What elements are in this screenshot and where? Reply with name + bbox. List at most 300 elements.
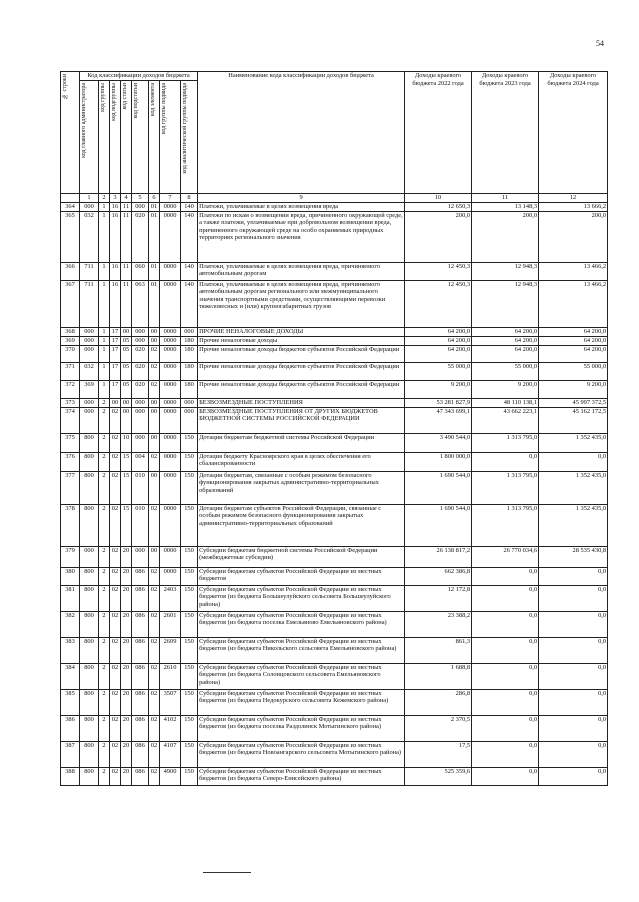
code-cell: 2 bbox=[99, 715, 110, 741]
name-cell: Дотации бюджетам, связанные с особым режимом безопасного функционирования закрытых административно-территориальных образований bbox=[198, 471, 405, 504]
code-cell: 150 bbox=[181, 715, 198, 741]
amount-2022-cell: 47 343 699,1 bbox=[405, 407, 472, 433]
table-row bbox=[61, 398, 608, 407]
code-cell: 010 bbox=[132, 504, 149, 546]
code-cell: 2 bbox=[99, 663, 110, 689]
code-cell: 20 bbox=[121, 637, 132, 663]
code-cell: 1 bbox=[99, 345, 110, 362]
name-cell: Субсидии бюджетам субъектов Российской Федерации из местных бюджетов (из бюджета Большеулуйского сельсовета Большеулуйского района) bbox=[198, 585, 405, 611]
code-cell: 01 bbox=[149, 202, 160, 211]
amount-2022-cell: 1 688,8 bbox=[405, 663, 472, 689]
code-cell: 1 bbox=[99, 280, 110, 327]
code-cell: 150 bbox=[181, 663, 198, 689]
amount-2022-cell: 286,8 bbox=[405, 689, 472, 715]
amount-2022-cell: 55 000,0 bbox=[405, 362, 472, 380]
code-cell: 17 bbox=[110, 345, 121, 362]
column-number bbox=[61, 194, 80, 203]
code-cell: 150 bbox=[181, 504, 198, 546]
code-cell: 2 bbox=[99, 567, 110, 585]
code-cell: 0000 bbox=[160, 211, 181, 262]
code-cell: 02 bbox=[149, 504, 160, 546]
code-cell: 02 bbox=[149, 637, 160, 663]
code-cell: 00 bbox=[149, 471, 160, 504]
amount-2023-cell: 0,0 bbox=[472, 611, 539, 637]
amount-2024-cell: 55 000,0 bbox=[539, 362, 608, 380]
code-cell: 02 bbox=[149, 567, 160, 585]
code-cell: 000 bbox=[132, 433, 149, 452]
amount-2023-cell: 13 148,3 bbox=[472, 202, 539, 211]
amount-2022-cell: 12 650,3 bbox=[405, 202, 472, 211]
code-cell: 180 bbox=[181, 336, 198, 345]
code-cell: 000 bbox=[181, 398, 198, 407]
table-row bbox=[61, 202, 608, 211]
name-cell: ПРОЧИЕ НЕНАЛОГОВЫЕ ДОХОДЫ bbox=[198, 327, 405, 336]
amount-2022-cell: 23 388,2 bbox=[405, 611, 472, 637]
row-number-cell: 377 bbox=[61, 471, 80, 504]
code-cell: 11 bbox=[121, 202, 132, 211]
amount-2024-cell: 0,0 bbox=[539, 715, 608, 741]
amount-2023-cell: 0,0 bbox=[472, 663, 539, 689]
code-cell: 000 bbox=[132, 546, 149, 567]
amount-2022-cell: 2 370,5 bbox=[405, 715, 472, 741]
code-cell: 20 bbox=[121, 585, 132, 611]
code-cell: 11 bbox=[121, 262, 132, 280]
code-cell: 17 bbox=[110, 380, 121, 398]
code-cell: 3507 bbox=[160, 689, 181, 715]
code-cell: 0000 bbox=[160, 202, 181, 211]
amount-2023-cell: 64 200,0 bbox=[472, 345, 539, 362]
code-cell: 150 bbox=[181, 741, 198, 767]
row-number-cell: 376 bbox=[61, 452, 80, 471]
code-cell: 086 bbox=[132, 767, 149, 785]
code-cell: 2601 bbox=[160, 611, 181, 637]
code-cell: 0000 bbox=[160, 380, 181, 398]
amount-2023-cell: 1 313 795,0 bbox=[472, 433, 539, 452]
row-number-cell: 373 bbox=[61, 398, 80, 407]
code-cell: 02 bbox=[149, 611, 160, 637]
code-cell: 1 bbox=[99, 336, 110, 345]
code-cell: 20 bbox=[121, 567, 132, 585]
code-cell: 180 bbox=[181, 345, 198, 362]
code-cell: 0000 bbox=[160, 362, 181, 380]
code-cell: 11 bbox=[121, 280, 132, 327]
column-number: 5 bbox=[132, 194, 149, 203]
row-number-cell: 383 bbox=[61, 637, 80, 663]
amount-2023-cell: 0,0 bbox=[472, 689, 539, 715]
code-cell: 1 bbox=[99, 362, 110, 380]
column-number: 4 bbox=[121, 194, 132, 203]
name-cell: Дотации бюджетам субъектов Российской Федерации, связанные с особым режимом безопасного функционирования закрытых административно-территориальных образований bbox=[198, 504, 405, 546]
amount-2022-cell: 12 172,8 bbox=[405, 585, 472, 611]
name-cell: БЕЗВОЗМЕЗДНЫЕ ПОСТУПЛЕНИЯ bbox=[198, 398, 405, 407]
table-row bbox=[61, 345, 608, 362]
row-number-cell: 371 bbox=[61, 362, 80, 380]
table-row bbox=[61, 715, 608, 741]
row-number-cell: 388 bbox=[61, 767, 80, 785]
code-cell: 02 bbox=[110, 663, 121, 689]
code-cell: 800 bbox=[80, 567, 99, 585]
code-cell: 16 bbox=[110, 202, 121, 211]
row-number-cell: 382 bbox=[61, 611, 80, 637]
code-cell: 2 bbox=[99, 767, 110, 785]
code-cell: 02 bbox=[110, 407, 121, 433]
code-cell: 0000 bbox=[160, 407, 181, 433]
code-cell: 0000 bbox=[160, 398, 181, 407]
name-cell: Субсидии бюджетам субъектов Российской Федерации из местных бюджетов (из бюджета поселка Раздолинск Мотыгинского района) bbox=[198, 715, 405, 741]
row-number-cell: 369 bbox=[61, 336, 80, 345]
table-row bbox=[61, 585, 608, 611]
amount-2022-cell: 525 359,6 bbox=[405, 767, 472, 785]
amount-2022-cell: 12 450,3 bbox=[405, 280, 472, 327]
code-cell: 800 bbox=[80, 433, 99, 452]
code-cell: 150 bbox=[181, 767, 198, 785]
code-cell: 02 bbox=[110, 433, 121, 452]
table-row bbox=[61, 452, 608, 471]
name-cell: Субсидии бюджетам субъектов Российской Федерации из местных бюджетов bbox=[198, 567, 405, 585]
column-number: 6 bbox=[149, 194, 160, 203]
code-cell: 20 bbox=[121, 611, 132, 637]
code-column-header: код группы bbox=[99, 81, 110, 194]
code-cell: 800 bbox=[80, 471, 99, 504]
code-cell: 20 bbox=[121, 715, 132, 741]
amount-2023-cell: 200,0 bbox=[472, 211, 539, 262]
amount-2022-cell: 1 690 544,0 bbox=[405, 471, 472, 504]
row-number-cell: 374 bbox=[61, 407, 80, 433]
column-number: 3 bbox=[110, 194, 121, 203]
table-row bbox=[61, 663, 608, 689]
table-row bbox=[61, 433, 608, 452]
code-cell: 2 bbox=[99, 407, 110, 433]
amount-2024-cell: 0,0 bbox=[539, 452, 608, 471]
name-cell: БЕЗВОЗМЕЗДНЫЕ ПОСТУПЛЕНИЯ ОТ ДРУГИХ БЮДЖЕТОВ БЮДЖЕТНОЙ СИСТЕМЫ РОССИЙСКОЙ ФЕДЕРАЦИИ bbox=[198, 407, 405, 433]
code-cell: 0000 bbox=[160, 262, 181, 280]
code-cell: 00 bbox=[149, 398, 160, 407]
code-cell: 086 bbox=[132, 585, 149, 611]
code-cell: 020 bbox=[132, 345, 149, 362]
code-cell: 17 bbox=[110, 362, 121, 380]
code-cell: 000 bbox=[132, 407, 149, 433]
amount-2023-cell: 0,0 bbox=[472, 715, 539, 741]
code-cell: 150 bbox=[181, 471, 198, 504]
amount-2022-cell: 17,5 bbox=[405, 741, 472, 767]
code-cell: 2403 bbox=[160, 585, 181, 611]
code-cell: 00 bbox=[149, 546, 160, 567]
code-cell: 086 bbox=[132, 689, 149, 715]
amount-2022-cell: 1 690 544,0 bbox=[405, 504, 472, 546]
amount-2024-header: Доходы краевого бюджета 2024 года bbox=[539, 72, 608, 194]
name-cell: Субсидии бюджетам субъектов Российской Федерации из местных бюджетов (из бюджета поселка Емельяново Емельяновского района) bbox=[198, 611, 405, 637]
code-cell: 150 bbox=[181, 546, 198, 567]
code-cell: 02 bbox=[149, 585, 160, 611]
code-cell: 20 bbox=[121, 663, 132, 689]
name-cell: Субсидии бюджетам субъектов Российской Федерации из местных бюджетов (из бюджета Новоангарского сельсовета Мотыгинского района) bbox=[198, 741, 405, 767]
code-cell: 16 bbox=[110, 280, 121, 327]
code-cell: 15 bbox=[121, 504, 132, 546]
code-cell: 000 bbox=[132, 327, 149, 336]
code-cell: 000 bbox=[132, 202, 149, 211]
amount-2024-cell: 1 352 435,0 bbox=[539, 504, 608, 546]
name-cell: Платежи, уплачиваемые в целях возмещения вреда, причиняемого автомобильным дорогам bbox=[198, 262, 405, 280]
row-number-cell: 381 bbox=[61, 585, 80, 611]
amount-2024-cell: 13 666,2 bbox=[539, 202, 608, 211]
amount-2024-cell: 1 352 435,0 bbox=[539, 471, 608, 504]
row-number-cell: 378 bbox=[61, 504, 80, 546]
code-column-header: код подстатьи bbox=[132, 81, 149, 194]
code-cell: 369 bbox=[80, 380, 99, 398]
code-cell: 1 bbox=[99, 262, 110, 280]
row-number-cell: 385 bbox=[61, 689, 80, 715]
code-cell: 4107 bbox=[160, 741, 181, 767]
code-cell: 086 bbox=[132, 663, 149, 689]
code-cell: 0000 bbox=[160, 433, 181, 452]
code-cell: 000 bbox=[80, 345, 99, 362]
amount-2023-header: Доходы краевого бюджета 2023 года bbox=[472, 72, 539, 194]
table-row bbox=[61, 767, 608, 785]
code-cell: 02 bbox=[149, 689, 160, 715]
amount-2023-cell: 0,0 bbox=[472, 452, 539, 471]
code-cell: 02 bbox=[149, 380, 160, 398]
code-cell: 2 bbox=[99, 452, 110, 471]
code-cell: 11 bbox=[121, 211, 132, 262]
amount-2023-cell: 0,0 bbox=[472, 767, 539, 785]
amount-2024-cell: 0,0 bbox=[539, 663, 608, 689]
code-cell: 800 bbox=[80, 611, 99, 637]
name-cell: Платежи по искам о возмещении вреда, причиненного окружающей среде, а также платежи, уплачиваемые при добровольном возмещении вреда, причиненного окружающей среде на особо охраняемых природных территориях регионального значения bbox=[198, 211, 405, 262]
amount-2022-cell: 861,3 bbox=[405, 637, 472, 663]
amount-2022-cell: 662 386,8 bbox=[405, 567, 472, 585]
code-cell: 086 bbox=[132, 567, 149, 585]
code-cell: 032 bbox=[80, 362, 99, 380]
amount-2024-cell: 64 200,0 bbox=[539, 327, 608, 336]
amount-2023-cell: 1 313 795,0 bbox=[472, 471, 539, 504]
code-cell: 02 bbox=[110, 546, 121, 567]
code-cell: 2 bbox=[99, 741, 110, 767]
code-cell: 086 bbox=[132, 715, 149, 741]
amount-2024-cell: 64 200,0 bbox=[539, 345, 608, 362]
code-cell: 02 bbox=[110, 715, 121, 741]
code-cell: 0000 bbox=[160, 567, 181, 585]
code-column-header: код аналитической группы подвида bbox=[181, 81, 198, 194]
code-cell: 1 bbox=[99, 211, 110, 262]
code-cell: 150 bbox=[181, 637, 198, 663]
code-cell: 02 bbox=[110, 689, 121, 715]
amount-2023-cell: 0,0 bbox=[472, 741, 539, 767]
code-cell: 00 bbox=[149, 336, 160, 345]
amount-2024-cell: 45 162 172,5 bbox=[539, 407, 608, 433]
amount-2024-cell: 200,0 bbox=[539, 211, 608, 262]
amount-2024-cell: 0,0 bbox=[539, 585, 608, 611]
code-cell: 02 bbox=[110, 471, 121, 504]
name-cell: Прочие неналоговые доходы бюджетов субъектов Российской Федерации bbox=[198, 345, 405, 362]
code-cell: 000 bbox=[80, 546, 99, 567]
code-cell: 0000 bbox=[160, 504, 181, 546]
code-cell: 180 bbox=[181, 380, 198, 398]
code-cell: 150 bbox=[181, 567, 198, 585]
table-body bbox=[61, 202, 608, 785]
amount-2024-cell: 0,0 bbox=[539, 611, 608, 637]
column-number: 7 bbox=[160, 194, 181, 203]
amount-2024-cell: 13 466,2 bbox=[539, 280, 608, 327]
code-cell: 020 bbox=[132, 211, 149, 262]
code-cell: 000 bbox=[132, 398, 149, 407]
code-cell: 1 bbox=[99, 202, 110, 211]
code-cell: 02 bbox=[149, 345, 160, 362]
code-cell: 4102 bbox=[160, 715, 181, 741]
code-cell: 2 bbox=[99, 637, 110, 663]
name-cell: Дотация бюджету Красноярского края в целях обеспечения его сбалансированности bbox=[198, 452, 405, 471]
code-cell: 140 bbox=[181, 202, 198, 211]
table-row bbox=[61, 262, 608, 280]
code-cell: 02 bbox=[110, 741, 121, 767]
code-cell: 000 bbox=[132, 336, 149, 345]
row-number-cell: 366 bbox=[61, 262, 80, 280]
table-row bbox=[61, 637, 608, 663]
row-number-cell: 372 bbox=[61, 380, 80, 398]
code-cell: 150 bbox=[181, 433, 198, 452]
amount-2023-cell: 12 948,3 bbox=[472, 262, 539, 280]
code-cell: 20 bbox=[121, 546, 132, 567]
name-cell: Субсидии бюджетам субъектов Российской Федерации из местных бюджетов (из бюджета Никольского сельсовета Емельяновского района) bbox=[198, 637, 405, 663]
code-cell: 711 bbox=[80, 262, 99, 280]
code-cell: 4900 bbox=[160, 767, 181, 785]
amount-2023-cell: 0,0 bbox=[472, 585, 539, 611]
name-cell: Прочие неналоговые доходы bbox=[198, 336, 405, 345]
table-row bbox=[61, 380, 608, 398]
code-cell: 063 bbox=[132, 280, 149, 327]
code-cell: 800 bbox=[80, 504, 99, 546]
name-cell: Субсидии бюджетам субъектов Российской Федерации из местных бюджетов (из бюджета Недокурского сельсовета Кежемского района) bbox=[198, 689, 405, 715]
code-cell: 02 bbox=[149, 715, 160, 741]
row-number-cell: 370 bbox=[61, 345, 80, 362]
column-number: 12 bbox=[539, 194, 608, 203]
amount-2023-cell: 64 200,0 bbox=[472, 327, 539, 336]
name-cell: Платежи, уплачиваемые в целях возмещения вреда bbox=[198, 202, 405, 211]
amount-2024-cell: 0,0 bbox=[539, 567, 608, 585]
code-cell: 05 bbox=[121, 362, 132, 380]
column-number: 1 bbox=[80, 194, 99, 203]
code-cell: 800 bbox=[80, 637, 99, 663]
code-cell: 02 bbox=[149, 767, 160, 785]
code-cell: 2610 bbox=[160, 663, 181, 689]
code-cell: 05 bbox=[121, 345, 132, 362]
code-cell: 17 bbox=[110, 327, 121, 336]
code-cell: 000 bbox=[80, 202, 99, 211]
code-cell: 0000 bbox=[160, 471, 181, 504]
amount-2022-cell: 3 490 544,0 bbox=[405, 433, 472, 452]
name-cell: Субсидии бюджетам субъектов Российской Федерации из местных бюджетов (из бюджета Солонцовского сельсовета Емельяновского района) bbox=[198, 663, 405, 689]
code-cell: 000 bbox=[181, 327, 198, 336]
code-cell: 02 bbox=[149, 452, 160, 471]
row-number-cell: 384 bbox=[61, 663, 80, 689]
amount-2024-cell: 64 200,0 bbox=[539, 336, 608, 345]
code-cell: 000 bbox=[80, 407, 99, 433]
name-cell: Прочие неналоговые доходы бюджетов субъектов Российской Федерации bbox=[198, 362, 405, 380]
code-cell: 00 bbox=[121, 407, 132, 433]
amount-2022-header: Доходы краевого бюджета 2022 года bbox=[405, 72, 472, 194]
code-cell: 00 bbox=[121, 398, 132, 407]
code-cell: 00 bbox=[149, 407, 160, 433]
code-cell: 00 bbox=[149, 327, 160, 336]
code-cell: 140 bbox=[181, 262, 198, 280]
code-cell: 150 bbox=[181, 585, 198, 611]
code-cell: 086 bbox=[132, 741, 149, 767]
code-cell: 800 bbox=[80, 741, 99, 767]
amount-2023-cell: 0,0 bbox=[472, 637, 539, 663]
row-number-cell: 365 bbox=[61, 211, 80, 262]
code-cell: 140 bbox=[181, 280, 198, 327]
table-row bbox=[61, 327, 608, 336]
code-cell: 020 bbox=[132, 362, 149, 380]
revenue-classification-table bbox=[60, 71, 608, 786]
row-number-cell: 386 bbox=[61, 715, 80, 741]
code-column-header: код главного администратора bbox=[80, 81, 99, 194]
table-row bbox=[61, 407, 608, 433]
amount-2023-cell: 12 948,3 bbox=[472, 280, 539, 327]
row-number-cell: 364 bbox=[61, 202, 80, 211]
row-number-cell: 375 bbox=[61, 433, 80, 452]
code-cell: 800 bbox=[80, 663, 99, 689]
code-cell: 020 bbox=[132, 380, 149, 398]
row-number-cell: 367 bbox=[61, 280, 80, 327]
code-cell: 17 bbox=[110, 336, 121, 345]
code-cell: 086 bbox=[132, 611, 149, 637]
name-cell: Платежи, уплачиваемые в целях возмещения вреда, причиняемого автомобильным дорогам регионального или межмуниципального значения транспортными средствами, осуществляющими перевозки тяжеловесных и (или) крупногабаритных грузов bbox=[198, 280, 405, 327]
code-cell: 000 bbox=[80, 336, 99, 345]
footer-divider bbox=[203, 872, 251, 873]
amount-2023-cell: 55 000,0 bbox=[472, 362, 539, 380]
code-cell: 02 bbox=[149, 663, 160, 689]
code-cell: 02 bbox=[110, 452, 121, 471]
code-cell: 2 bbox=[99, 689, 110, 715]
code-cell: 2 bbox=[99, 398, 110, 407]
code-cell: 2 bbox=[99, 585, 110, 611]
code-cell: 1 bbox=[99, 327, 110, 336]
code-cell: 0000 bbox=[160, 280, 181, 327]
amount-2022-cell: 53 281 827,9 bbox=[405, 398, 472, 407]
code-cell: 004 bbox=[132, 452, 149, 471]
amount-2024-cell: 0,0 bbox=[539, 741, 608, 767]
code-cell: 150 bbox=[181, 611, 198, 637]
code-cell: 000 bbox=[80, 327, 99, 336]
code-cell: 02 bbox=[110, 567, 121, 585]
code-cell: 10 bbox=[121, 433, 132, 452]
code-cell: 1 bbox=[99, 380, 110, 398]
code-cell: 01 bbox=[149, 211, 160, 262]
column-number: 11 bbox=[472, 194, 539, 203]
amount-2024-cell: 45 997 372,5 bbox=[539, 398, 608, 407]
column-number: 8 bbox=[181, 194, 198, 203]
code-cell: 00 bbox=[121, 327, 132, 336]
code-cell: 05 bbox=[121, 336, 132, 345]
amount-2022-cell: 64 200,0 bbox=[405, 327, 472, 336]
name-cell: Субсидии бюджетам бюджетной системы Российской Федерации (межбюджетные субсидии) bbox=[198, 546, 405, 567]
code-cell: 032 bbox=[80, 211, 99, 262]
code-cell: 02 bbox=[149, 741, 160, 767]
code-cell: 800 bbox=[80, 689, 99, 715]
code-cell: 02 bbox=[149, 362, 160, 380]
amount-2023-cell: 1 313 795,0 bbox=[472, 504, 539, 546]
amount-2024-cell: 0,0 bbox=[539, 637, 608, 663]
page-number: 54 bbox=[596, 39, 604, 48]
code-cell: 800 bbox=[80, 715, 99, 741]
amount-2024-cell: 0,0 bbox=[539, 767, 608, 785]
table-row bbox=[61, 362, 608, 380]
code-cell: 00 bbox=[110, 398, 121, 407]
table-row bbox=[61, 567, 608, 585]
column-number: 9 bbox=[198, 194, 405, 203]
row-number-cell: 380 bbox=[61, 567, 80, 585]
amount-2023-cell: 64 200,0 bbox=[472, 336, 539, 345]
